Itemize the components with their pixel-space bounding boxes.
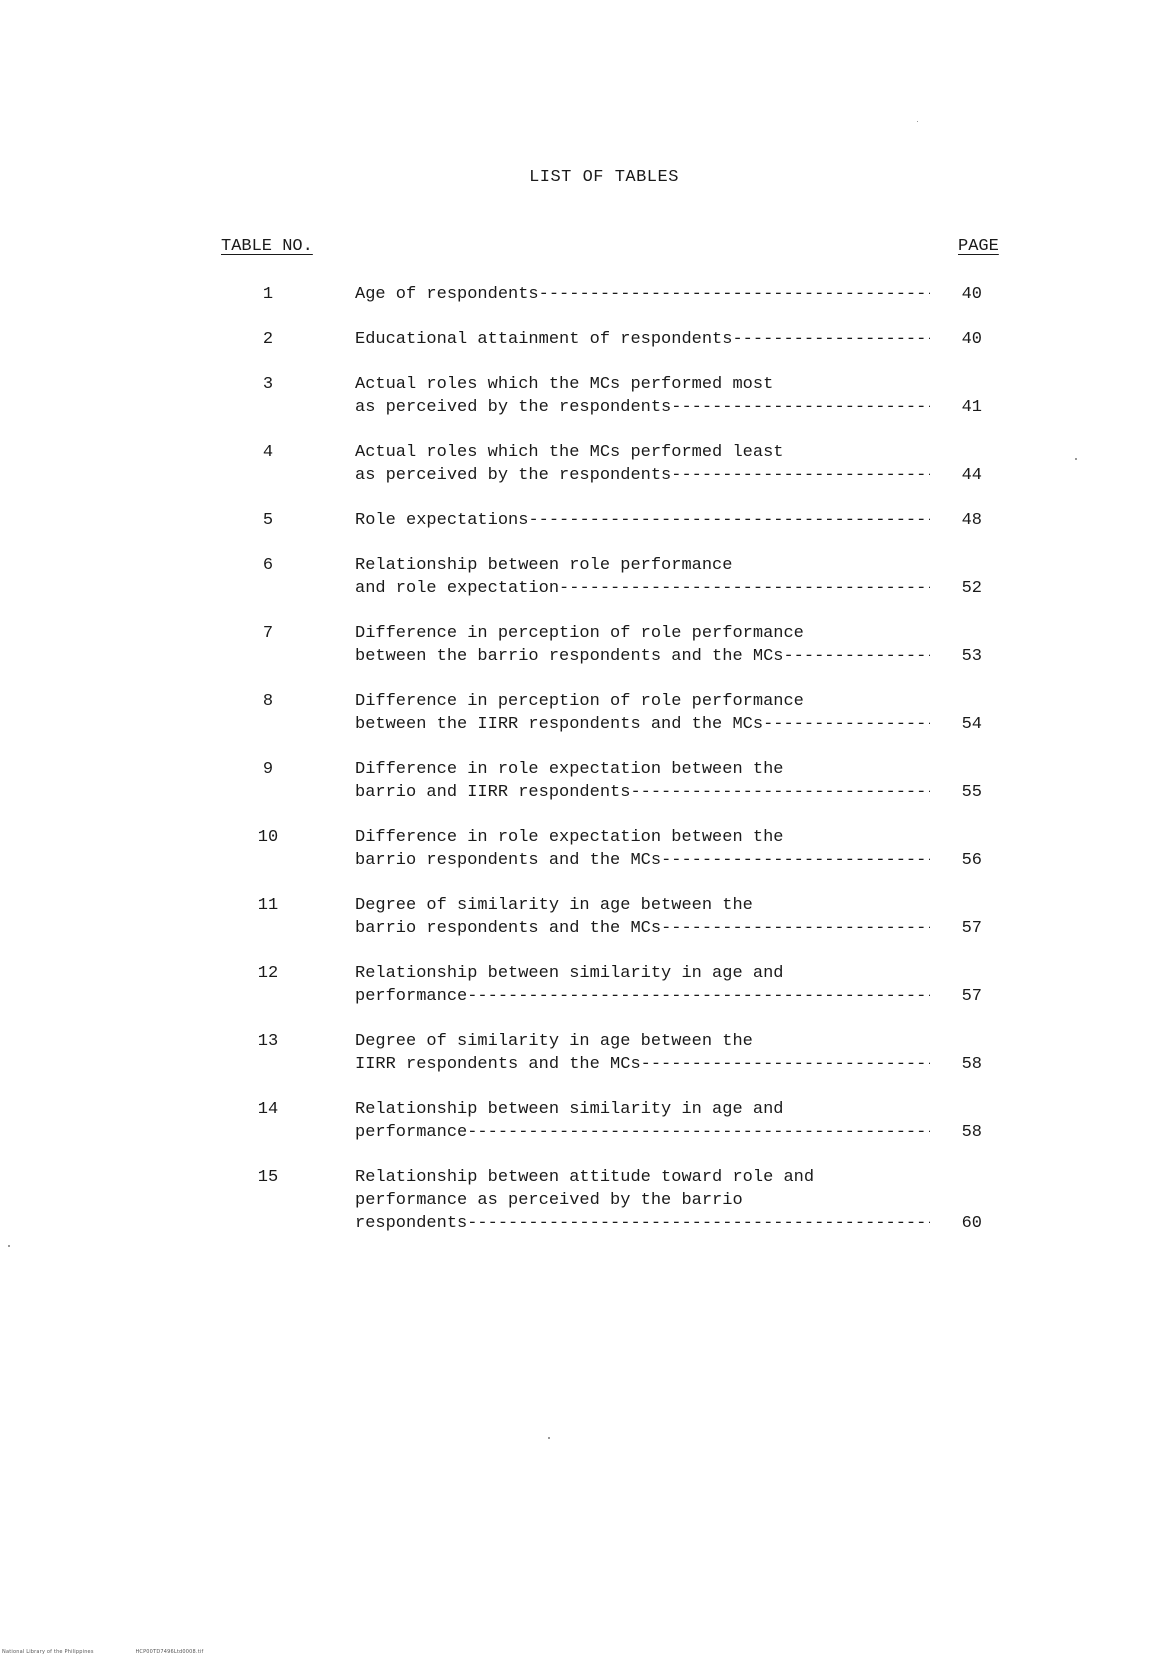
page-title: LIST OF TABLES (529, 168, 679, 187)
table-entry (0, 441, 1168, 487)
table-description (355, 894, 930, 940)
dot-leader (783, 645, 930, 668)
description-line (355, 985, 930, 1008)
table-entry (0, 1098, 1168, 1144)
description-text: Actual roles which the MCs performed least (355, 443, 784, 462)
description-text: and role expectation (355, 579, 560, 598)
page-number: 40 (961, 285, 982, 304)
table-entry (0, 283, 1168, 306)
table-number: 7 (262, 624, 274, 643)
description-line (355, 1189, 930, 1212)
page-number: 40 (961, 330, 982, 349)
table-entry (0, 622, 1168, 668)
table-entry (0, 1030, 1168, 1076)
table-number: 12 (257, 964, 279, 983)
footer-source: National Library of the Philippines (2, 1649, 94, 1655)
table-entry (0, 509, 1168, 532)
table-description (355, 441, 930, 487)
description-line (355, 373, 930, 396)
table-number: 6 (262, 556, 274, 575)
table-number: 3 (262, 375, 274, 394)
table-description (355, 690, 930, 736)
dot-leader (763, 713, 930, 736)
table-description (355, 554, 930, 600)
table-description (355, 1098, 930, 1144)
description-line (355, 1030, 930, 1053)
description-text: barrio and IIRR respondents (355, 783, 631, 802)
description-line (355, 1098, 930, 1121)
page-number: 54 (961, 715, 982, 734)
dot-leader (467, 1121, 930, 1144)
dot-leader (671, 396, 930, 419)
description-text: performance (355, 1123, 468, 1142)
description-line (355, 894, 930, 917)
description-line (355, 328, 930, 351)
page-number: 52 (961, 579, 982, 598)
table-number: 1 (262, 285, 274, 304)
table-description (355, 962, 930, 1008)
description-text: performance as perceived by the barrio (355, 1191, 743, 1210)
page-number: 57 (961, 987, 982, 1006)
description-text: Degree of similarity in age between the (355, 1032, 753, 1051)
description-line (355, 509, 930, 532)
description-line (355, 713, 930, 736)
description-line (355, 962, 930, 985)
table-entry (0, 1166, 1168, 1235)
table-description (355, 283, 930, 306)
description-line (355, 1166, 930, 1189)
table-description (355, 373, 930, 419)
dot-leader (559, 577, 930, 600)
description-text: barrio respondents and the MCs (355, 919, 662, 938)
table-number: 8 (262, 692, 274, 711)
description-text: Difference in role expectation between the (355, 760, 784, 779)
description-line (355, 396, 930, 419)
description-line (355, 441, 930, 464)
table-list (0, 283, 1168, 1257)
dot-leader (467, 985, 930, 1008)
description-text: as perceived by the respondents (355, 398, 672, 417)
table-number: 14 (257, 1100, 279, 1119)
description-line (355, 758, 930, 781)
description-text: Degree of similarity in age between the (355, 896, 753, 915)
description-text: performance (355, 987, 468, 1006)
description-line (355, 690, 930, 713)
description-line (355, 1053, 930, 1076)
description-text: Difference in role expectation between the (355, 828, 784, 847)
scan-speck (8, 1245, 10, 1247)
table-entry (0, 894, 1168, 940)
table-entry (0, 373, 1168, 419)
description-line (355, 283, 930, 306)
table-entry (0, 962, 1168, 1008)
page-number: 57 (961, 919, 982, 938)
table-number: 5 (262, 511, 274, 530)
table-number: 10 (257, 828, 279, 847)
description-text: Age of respondents (355, 285, 539, 304)
dot-leader (732, 328, 930, 351)
dot-leader (661, 917, 930, 940)
table-description (355, 826, 930, 872)
table-description (355, 758, 930, 804)
scan-speck (1075, 458, 1077, 460)
table-no-header: TABLE NO. (221, 237, 313, 256)
description-line (355, 554, 930, 577)
description-text: Role expectations (355, 511, 529, 530)
description-line (355, 1212, 930, 1235)
description-text: as perceived by the respondents (355, 466, 672, 485)
description-text: Educational attainment of respondents (355, 330, 733, 349)
description-text: Difference in perception of role performance (355, 624, 804, 643)
description-text: between the IIRR respondents and the MCs (355, 715, 764, 734)
dot-leader (641, 1053, 930, 1076)
table-number: 4 (262, 443, 274, 462)
dot-leader (467, 1212, 930, 1235)
dot-leader (539, 283, 930, 306)
description-text: Relationship between similarity in age and (355, 1100, 784, 1119)
description-line (355, 917, 930, 940)
description-line (355, 577, 930, 600)
scan-speck (548, 1437, 550, 1439)
description-line (355, 645, 930, 668)
table-entry (0, 758, 1168, 804)
scan-footer (2, 1649, 243, 1655)
description-text: Relationship between similarity in age and (355, 964, 784, 983)
table-description (355, 1030, 930, 1076)
page-number: 55 (961, 783, 982, 802)
page-number: 58 (961, 1123, 982, 1142)
description-text: Relationship between attitude toward role and (355, 1168, 815, 1187)
table-number: 2 (262, 330, 274, 349)
table-number: 13 (257, 1032, 279, 1051)
page-number: 48 (961, 511, 982, 530)
page-number: 41 (961, 398, 982, 417)
table-entry (0, 328, 1168, 351)
table-entry (0, 690, 1168, 736)
description-text: IIRR respondents and the MCs (355, 1055, 641, 1074)
dot-leader (661, 849, 930, 872)
table-number: 11 (257, 896, 279, 915)
page-number: 53 (961, 647, 982, 666)
dot-leader (671, 464, 930, 487)
description-text: Difference in perception of role performance (355, 692, 804, 711)
footer-file: HCP00TD7496Ltd0008.tif (135, 1649, 204, 1655)
description-text: barrio respondents and the MCs (355, 851, 662, 870)
description-text: Actual roles which the MCs performed most (355, 375, 774, 394)
description-line (355, 781, 930, 804)
description-line (355, 849, 930, 872)
description-line (355, 464, 930, 487)
description-line (355, 1121, 930, 1144)
table-description (355, 509, 930, 532)
description-line (355, 622, 930, 645)
description-line (355, 826, 930, 849)
scan-speck (917, 121, 918, 122)
table-description (355, 622, 930, 668)
table-number: 15 (257, 1168, 279, 1187)
page-number: 58 (961, 1055, 982, 1074)
description-text: Relationship between role performance (355, 556, 733, 575)
description-text: respondents (355, 1214, 468, 1233)
table-entry (0, 554, 1168, 600)
page-header: PAGE (958, 237, 999, 256)
page-number: 60 (961, 1214, 982, 1233)
table-entry (0, 826, 1168, 872)
table-number: 9 (262, 760, 274, 779)
page-number: 56 (961, 851, 982, 870)
table-description (355, 328, 930, 351)
description-text: between the barrio respondents and the MCs (355, 647, 784, 666)
page-number: 44 (961, 466, 982, 485)
dot-leader (630, 781, 930, 804)
table-description (355, 1166, 930, 1235)
dot-leader (528, 509, 930, 532)
